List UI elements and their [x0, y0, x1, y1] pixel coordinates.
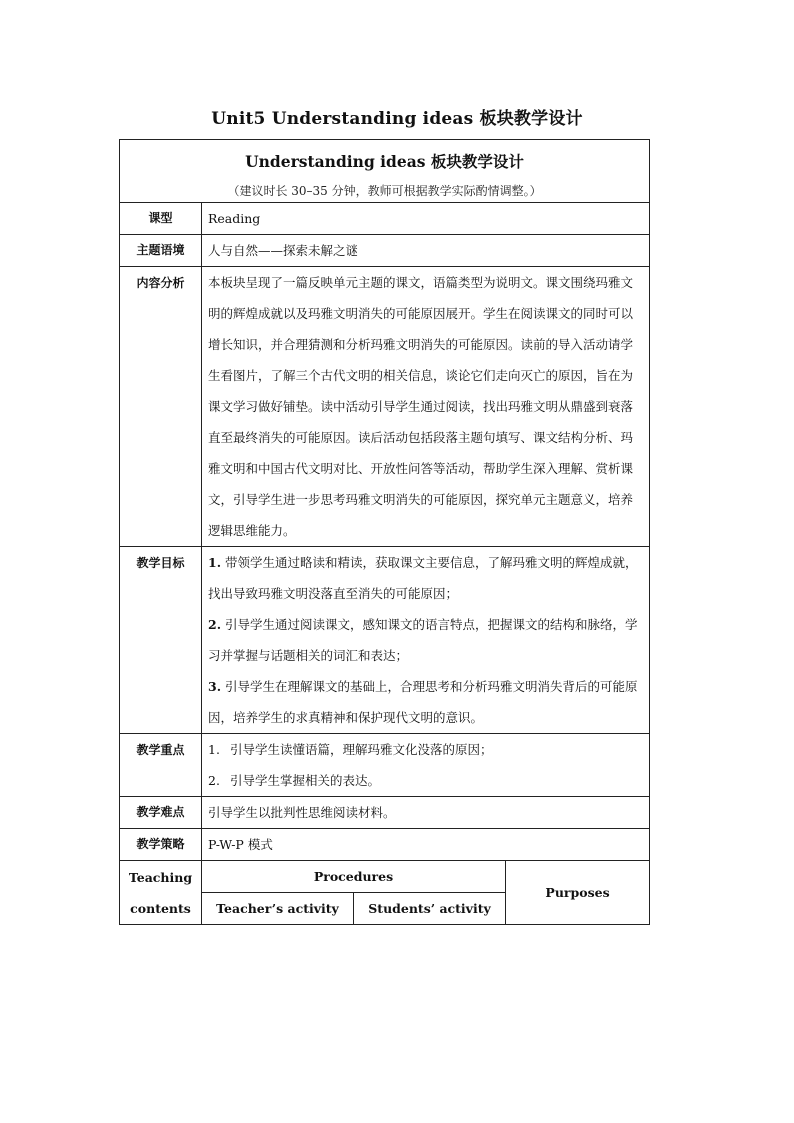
key-point-number: 1. — [208, 742, 220, 757]
theme-context-label: 主题语境 — [120, 235, 202, 267]
strategy-row — [120, 829, 650, 861]
objectives-list — [202, 547, 650, 734]
teaching-contents-header — [120, 861, 202, 925]
objective-item — [208, 547, 643, 609]
difficulties-label: 教学难点 — [120, 797, 202, 829]
duration-note: （建议时长 30–35 分钟，教师可根据教学实际酌情调整。） — [227, 184, 542, 198]
objective-text: 引导学生通过阅读课文，感知课文的语言特点，把握课文的结构和脉络，学习并掌握与话题相关的词汇和表达； — [208, 617, 638, 663]
objective-text: 引导学生在理解课文的基础上，合理思考和分析玛雅文明消失背后的可能原因，培养学生的求真精神和保护现代文明的意识。 — [208, 679, 638, 725]
objective-text: 带领学生通过略读和精读，获取课文主要信息，了解玛雅文明的辉煌成就，找出导致玛雅文明没落直至消失的可能原因； — [208, 555, 638, 601]
theme-context-value: 人与自然——探索未解之谜 — [202, 235, 650, 267]
objectives-label: 教学目标 — [120, 547, 202, 734]
lesson-type-label: 课型 — [120, 203, 202, 235]
strategy-label: 教学策略 — [120, 829, 202, 861]
teacher-activity-header: Teacher’s activity — [202, 893, 354, 925]
key-point-text: 引导学生读懂语篇，理解玛雅文化没落的原因； — [230, 742, 493, 757]
objective-number: 2. — [208, 617, 222, 632]
key-point-text: 引导学生掌握相关的表达。 — [230, 773, 381, 788]
key-point-item — [208, 734, 643, 765]
objectives-row — [120, 547, 650, 734]
document-title: Unit5 Understanding ideas 板块教学设计 — [211, 109, 583, 129]
purposes-header: Purposes — [506, 861, 650, 925]
objective-number: 1. — [208, 555, 222, 570]
teaching-contents-line2: contents — [130, 900, 191, 916]
theme-context-row — [120, 235, 650, 267]
teaching-contents-line1: Teaching — [128, 869, 193, 885]
objective-item — [208, 609, 643, 671]
key-point-item — [208, 765, 643, 796]
content-analysis-value: 本板块呈现了一篇反映单元主题的课文，语篇类型为说明文。课文围绕玛雅文明的辉煌成就以及玛雅文明消失的可能原因展开。学生在阅读课文的同时可以增长知识，并合理猜测和分析玛雅文明消失的可能原因。读前的导入活动请学生看图片，了解三个古代文明的相关信息，谈论它们走向灭亡的原因，旨在为课文学习做好铺垫。读中活动引导学生通过阅读，找出玛雅文明从鼎盛到衰落直至最终消失的可能原因。读后活动包括段落主题句填写、课文结构分析、玛雅文明和中国古代文明对比、开放性问答等活动，帮助学生深入理解、赏析课文，引导学生进一步思考玛雅文明消失的可能原因，探究单元主题意义，培养逻辑思维能力。 — [202, 267, 650, 547]
key-points-row — [120, 734, 650, 797]
key-points-label: 教学重点 — [120, 734, 202, 797]
key-points-list — [202, 734, 650, 797]
students-activity-header: Students’ activity — [354, 893, 506, 925]
content-analysis-label: 内容分析 — [120, 267, 202, 547]
procedures-header-row — [120, 861, 650, 893]
section-title: Understanding ideas 板块教学设计 — [245, 152, 524, 171]
content-analysis-row — [120, 267, 650, 547]
objective-item — [208, 671, 643, 733]
lesson-type-value: Reading — [202, 203, 650, 235]
lesson-plan-table — [119, 139, 650, 925]
header-row — [120, 140, 650, 203]
key-point-number: 2. — [208, 773, 220, 788]
procedures-header: Procedures — [202, 861, 506, 893]
objective-number: 3. — [208, 679, 222, 694]
difficulties-row — [120, 797, 650, 829]
strategy-value: P-W-P 模式 — [202, 829, 650, 861]
header-cell — [120, 140, 650, 203]
lesson-type-row — [120, 203, 650, 235]
difficulties-value: 引导学生以批判性思维阅读材料。 — [202, 797, 650, 829]
